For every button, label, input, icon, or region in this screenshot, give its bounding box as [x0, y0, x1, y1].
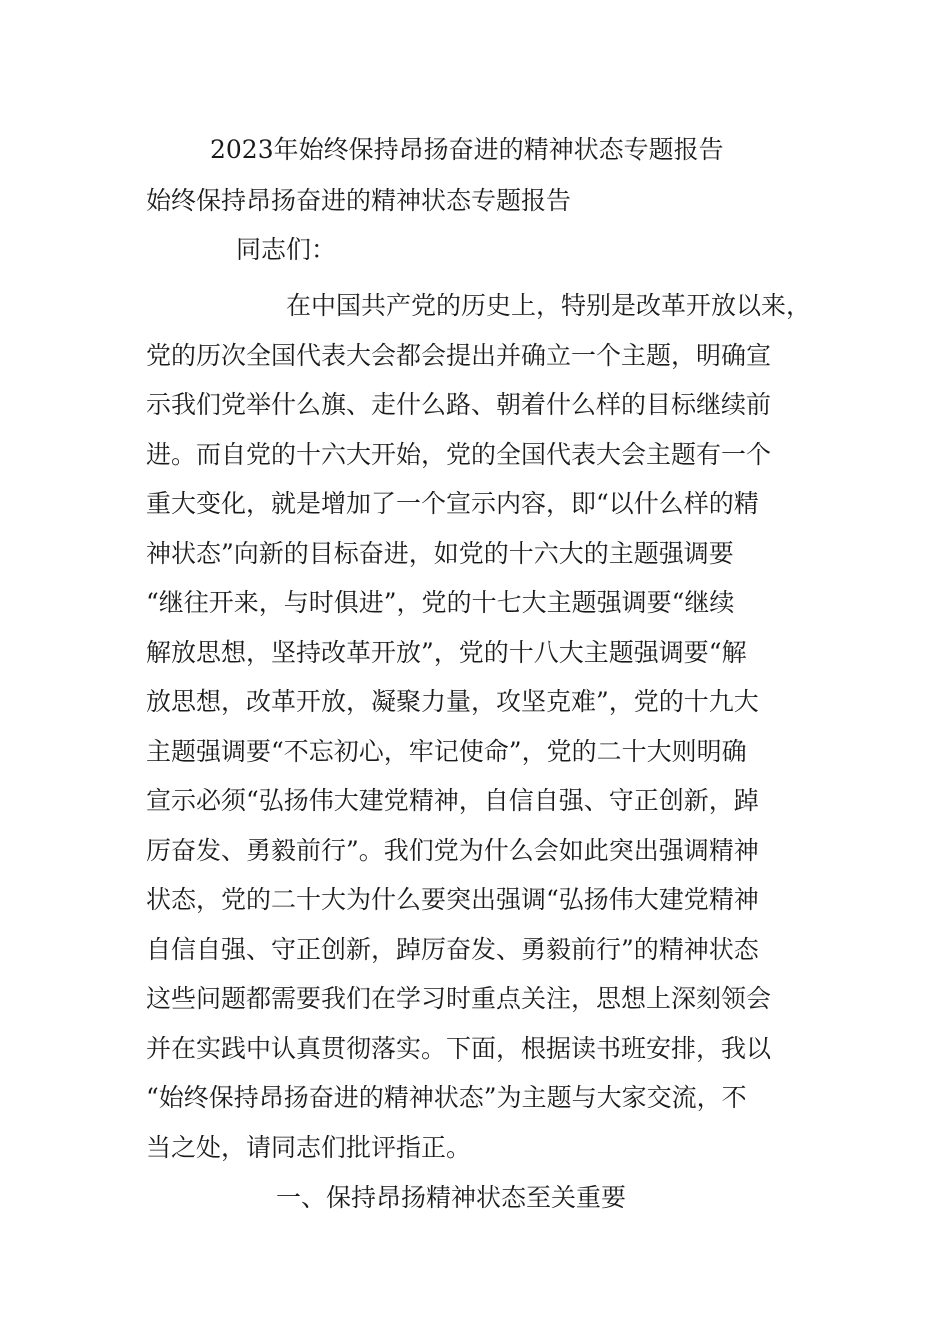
paragraph-line: 重大变化，就是增加了一个宣示内容，即“以什么样的精 [146, 489, 759, 518]
paragraph-line: 示我们党举什么旗、走什么路、朝着什么样的目标继续前 [146, 390, 772, 419]
paragraph-line: 党的历次全国代表大会都会提出并确立一个主题，明确宣 [146, 340, 772, 370]
paragraph-line: “始终保持昂扬奋进的精神状态”为主题与大家交流，不 [146, 1083, 747, 1112]
paragraph-line: 进。而自党的十六大开始，党的全国代表大会主题有一个 [146, 439, 772, 469]
paragraph-line: 神状态”向新的目标奋进，如党的十六大的主题强调要 [146, 538, 734, 568]
paragraph-line: 自信自强、守正创新，踔厉奋发、勇毅前行”的精神状态 [146, 934, 759, 964]
paragraph-line: 在中国共产党的历史上，特别是改革开放以来， [286, 291, 812, 320]
paragraph-line: 放思想，改革开放，凝聚力量，攻坚克难”，党的十九大 [146, 687, 759, 716]
paragraph-line: 厉奋发、勇毅前行”。我们党为什么会如此突出强调精神 [146, 835, 759, 865]
salutation: 同志们： [236, 235, 337, 264]
document-title: 2023年始终保持昂扬奋进的精神状态专题报告 [210, 135, 724, 164]
paragraph-line: 宣示必须“弘扬伟大建党精神，自信自强、守正创新，踔 [146, 786, 759, 815]
body-paragraph [146, 281, 814, 1172]
paragraph-line: 这些问题都需要我们在学习时重点关注，思想上深刻领会 [146, 984, 772, 1013]
paragraph-line: 当之处，请同志们批评指正。 [146, 1132, 472, 1162]
document-subtitle: 始终保持昂扬奋进的精神状态专题报告 [146, 186, 572, 215]
paragraph-line: “继往开来，与时俱进”，党的十七大主题强调要“继续 [146, 588, 735, 617]
paragraph-line: 状态，党的二十大为什么要突出强调“弘扬伟大建党精神 [146, 885, 759, 914]
paragraph-line: 主题强调要“不忘初心，牢记使命”，党的二十大则明确 [146, 736, 747, 766]
paragraph-line: 解放思想，坚持改革开放”，党的十八大主题强调要“解 [146, 637, 747, 667]
paragraph-line: 并在实践中认真贯彻落实。下面，根据读书班安排，我以 [146, 1033, 772, 1063]
section-heading: 一、保持昂扬精神状态至关重要 [276, 1183, 627, 1212]
